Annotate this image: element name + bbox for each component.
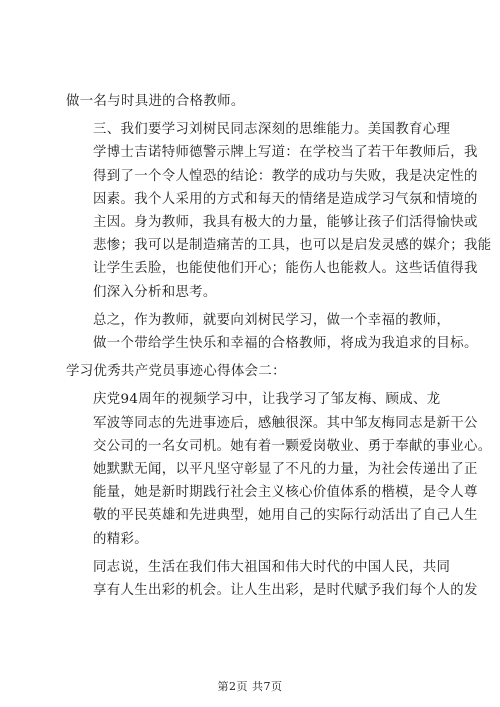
text-line: 让学生丢脸，也能使他们开心；能伤人也能救人。这些话值得我	[93, 261, 478, 277]
text-line: 享有人生出彩的机会。让人生出彩，是时代赋予我们每个人的发	[93, 583, 478, 599]
text-line: 得到了一个令人惶恐的结论：教学的成功与失败，我是决定性的	[93, 168, 478, 184]
text-line: 军波等同志的先进事迹后，感触很深。其中邹友梅同志是新干公	[93, 415, 478, 431]
text-line: 因素。我个人采用的方式和每天的情绪是造成学习气氛和情境的	[93, 191, 478, 207]
text-line: 她默默无闻，以平凡坚守彰显了不凡的力量，为社会传递出了正	[93, 462, 478, 478]
paragraph	[66, 118, 492, 304]
paragraph	[66, 388, 492, 550]
page-footer: 第2页 共7页	[217, 680, 283, 693]
text-line: 三、我们要学习刘树民同志深刻的思维能力。美国教育心理	[93, 122, 451, 138]
paragraph	[66, 90, 454, 113]
text-line: 学博士吉诺特师德警示牌上写道：在学校当了若干年教师后，我	[93, 145, 478, 161]
text-line: 主因。身为教师，我具有极大的力量，能够让孩子们活得愉快或	[93, 215, 478, 231]
text-line: 做一名与时具进的合格教师。	[66, 94, 245, 109]
text-line: 能量，她是新时期践行社会主义核心价值体系的楷模，是令人尊	[93, 485, 478, 501]
text-line: 们深入分析和思考。	[93, 284, 217, 300]
text-line: 庆党94周年的视频学习中，让我学习了邹友梅、顾成、龙	[93, 392, 441, 408]
text-line: 同志说，生活在我们伟大祖国和伟大时代的中国人民，共同	[93, 559, 451, 575]
text-line: 做一个带给学生快乐和幸福的合格教师，将成为我追求的目标。	[93, 336, 478, 352]
paragraph	[66, 556, 478, 602]
paragraph	[66, 309, 478, 355]
text-line: 交公司的一名女司机。她有着一颗爱岗敬业、勇于奉献的事业心。	[93, 438, 492, 454]
text-line: 敬的平民英雄和先进典型，她用自己的实际行动活出了自己人生	[93, 508, 478, 524]
text-line: 的精彩。	[93, 531, 148, 547]
paragraph	[66, 360, 454, 383]
text-line: 学习优秀共产党员事迹心得体会二：	[66, 364, 286, 380]
document-body	[66, 90, 492, 607]
text-line: 悲惨；我可以是制造痛苦的工具，也可以是启发灵感的媒介；我能	[93, 238, 492, 254]
text-line: 总之，作为教师，就要向刘树民学习，做一个幸福的教师，	[93, 312, 451, 328]
